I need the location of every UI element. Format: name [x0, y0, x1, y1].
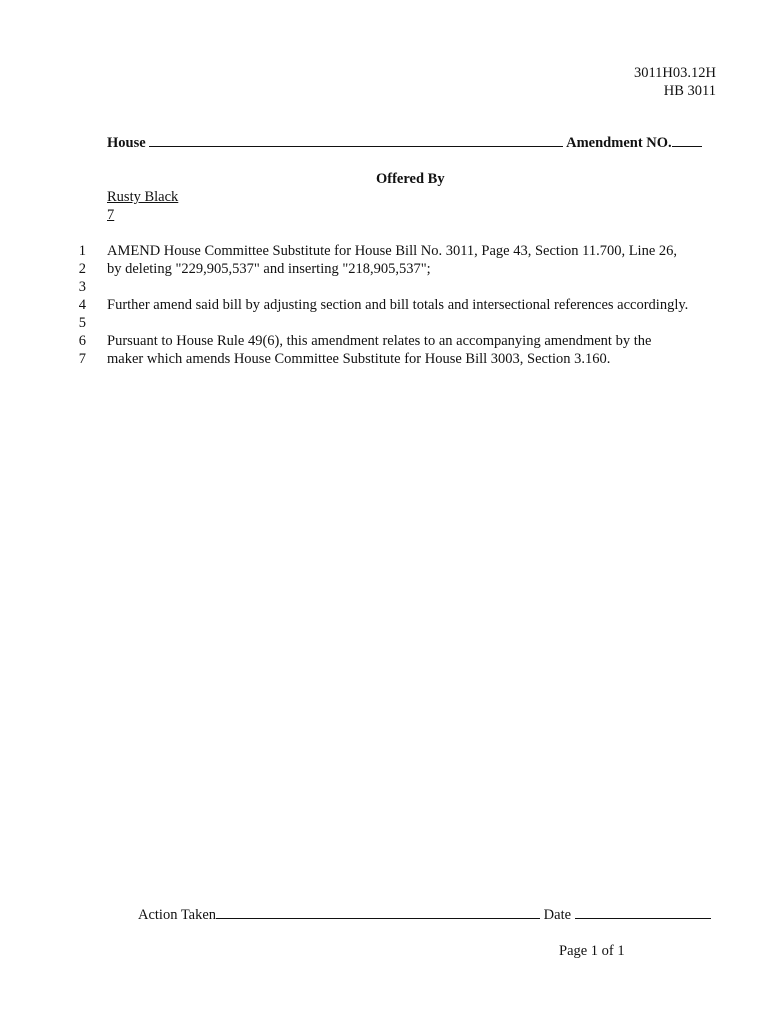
amendment-text-line-4: Further amend said bill by adjusting section and bill totals and intersectional references accordingly.	[107, 297, 689, 313]
document-id: 3011H03.12H	[633, 65, 716, 81]
amendment-text-line-7: maker which amends House Committee Substitute for House Bill 3003, Section 3.160.	[107, 351, 611, 367]
offered-by-heading: Offered By	[376, 171, 445, 187]
chamber-blank-line	[149, 146, 563, 147]
amendment-line	[107, 135, 702, 152]
line-number: 2	[78, 261, 86, 277]
action-taken-label: Action Taken	[138, 907, 217, 923]
amendment-text-line-2: by deleting "229,905,537" and inserting "218,905,537";	[107, 261, 431, 277]
action-taken-row	[138, 907, 711, 924]
sponsor-district: 7	[107, 207, 115, 223]
sponsor-name: Rusty Black	[107, 189, 179, 205]
line-number: 3	[78, 279, 86, 295]
line-number: 7	[78, 351, 86, 367]
page-number: Page 1 of 1	[559, 943, 625, 959]
line-number: 1	[78, 243, 86, 259]
date-blank-line	[575, 918, 711, 919]
action-taken-blank-line	[216, 918, 540, 919]
amendment-text-line-6: Pursuant to House Rule 49(6), this amendment relates to an accompanying amendment by the	[107, 333, 652, 349]
line-number: 6	[78, 333, 86, 349]
amendment-number-blank	[672, 146, 702, 147]
line-number: 4	[78, 297, 86, 313]
chamber-label: House	[107, 135, 146, 151]
bill-number: HB 3011	[663, 83, 716, 99]
line-number: 5	[78, 315, 86, 331]
amendment-text-line-1: AMEND House Committee Substitute for House Bill No. 3011, Page 43, Section 11.700, Line 26,	[107, 243, 678, 259]
date-label: Date	[543, 907, 572, 923]
document-header	[634, 64, 716, 100]
amendment-number-label: Amendment NO.	[566, 135, 672, 151]
